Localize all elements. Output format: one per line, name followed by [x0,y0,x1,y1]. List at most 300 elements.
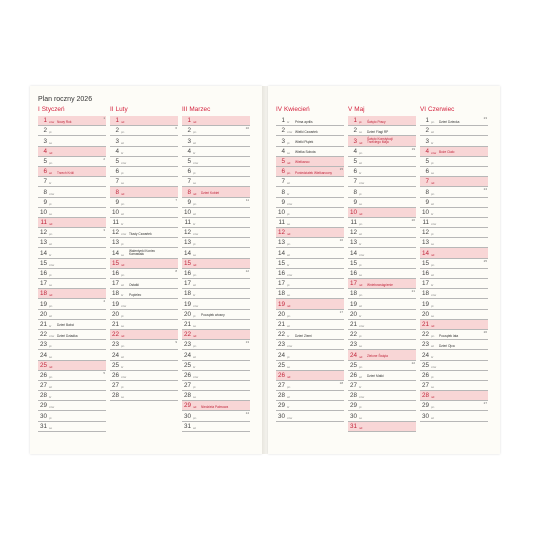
day-row [276,279,344,289]
day-row [182,330,250,340]
day-row [182,350,250,360]
month-header [38,106,106,116]
day-number: 30 [277,412,285,420]
day-row [420,401,488,411]
weekday-abbr: so [359,130,363,135]
day-number: 23 [421,341,429,349]
day-row [182,371,250,381]
day-row [110,208,178,218]
weekday-abbr: pn [431,334,435,339]
day-number: 21 [111,320,119,328]
page-title: Plan roczny 2026 [38,96,93,103]
weekday-abbr: nd [193,120,197,125]
day-number: 19 [277,300,285,308]
week-number: 5 [103,370,105,375]
weekday-abbr: czw [49,334,55,339]
week-number: 21 [411,289,415,294]
day-row [276,248,344,258]
day-row [276,310,344,320]
week-number: 23 [483,116,487,120]
day-row [110,157,178,167]
day-number: 18 [183,290,191,298]
day-row [420,340,488,350]
day-number: 21 [39,320,47,328]
weekday-abbr: nd [287,232,291,237]
day-number: 6 [353,168,357,176]
weekday-abbr: nd [121,334,125,339]
day-row [348,126,416,136]
day-number: 24 [111,351,119,359]
holiday-label: Dzień Ojca [439,343,455,348]
weekday-abbr: czw [49,405,55,410]
weekday-abbr: pt [193,171,196,176]
weekday-abbr: nd [49,222,53,227]
week-number: 14 [245,411,249,416]
day-row [38,310,106,320]
day-number: 20 [39,310,47,318]
month-column [348,106,416,432]
day-number: 27 [421,382,429,390]
day-row [110,116,178,126]
day-row [276,340,344,350]
day-number: 15 [349,259,357,267]
weekday-abbr: czw [431,222,437,227]
month-header [420,106,488,116]
weekday-abbr: so [359,273,363,277]
weekday-abbr: wt [287,395,290,400]
day-number: 6 [115,168,119,176]
weekday-abbr: nd [431,252,435,257]
day-row [38,177,106,187]
day-row [348,238,416,248]
week-number: 20 [411,217,415,222]
month-column [420,106,488,422]
holiday-label: Początek wiosny [201,313,225,318]
day-number: 16 [349,270,357,277]
day-row [420,350,488,360]
day-row [348,422,416,432]
weekday-abbr: śr [431,140,434,145]
day-number: 17 [39,280,47,288]
day-row [38,259,106,269]
weekday-abbr: pn [193,130,197,135]
weekday-abbr: pn [121,344,125,349]
weekday-abbr: wt [193,354,196,359]
day-row [348,330,416,340]
weekday-abbr: czw [287,415,293,420]
day-row [420,167,488,177]
weekday-abbr: nd [287,160,291,165]
weekday-abbr: czw [287,201,293,206]
day-row [38,157,106,167]
weekday-abbr: czw [49,191,55,196]
weekday-abbr: so [121,395,125,400]
day-row [348,177,416,187]
weekday-abbr: so [121,323,125,328]
day-number: 5 [187,157,191,165]
day-row [276,208,344,218]
day-row [182,401,250,411]
day-number: 1 [187,117,191,125]
day-row [420,371,488,381]
day-number: 25 [349,361,357,369]
day-number: 2 [115,127,119,135]
month-name: Marzec [189,106,211,113]
day-row [348,147,416,157]
weekday-abbr: śr [121,150,124,155]
weekday-abbr: so [359,344,363,349]
day-number: 1 [425,117,429,125]
weekday-abbr: wt [431,344,434,349]
day-number: 23 [111,341,119,349]
day-number: 7 [281,178,285,186]
day-row [38,299,106,309]
weekday-abbr: wt [121,140,124,145]
weekday-abbr: śr [121,293,124,298]
day-row [38,198,106,208]
day-row [38,330,106,340]
weekday-abbr: śr [359,171,362,176]
week-number: 2 [103,156,105,161]
day-row [38,269,106,279]
holiday-label: Tłusty Czwartek [129,231,152,236]
day-number: 12 [277,229,285,237]
weekday-abbr: pn [121,201,125,206]
weekday-abbr: so [49,283,53,288]
day-number: 25 [277,361,285,369]
weekday-abbr: so [49,211,53,216]
day-row [110,381,178,391]
weekday-abbr: nd [359,425,363,430]
day-number: 1 [353,117,357,125]
day-number: 22 [39,331,47,339]
day-number: 13 [277,239,285,247]
day-row [420,299,488,309]
weekday-abbr: pt [49,130,52,135]
day-number: 22 [349,331,357,339]
day-row [420,248,488,258]
day-number: 21 [183,320,191,328]
weekday-abbr: wt [287,252,290,257]
weekday-abbr: wt [49,171,52,176]
day-number: 1 [115,117,119,125]
day-row [110,269,178,279]
day-number: 19 [349,300,357,308]
weekday-abbr: pt [193,385,196,390]
holiday-label: Prima aprilis [295,119,313,124]
day-row [38,187,106,197]
day-number: 28 [183,392,191,400]
day-row [38,167,106,177]
week-number: 16 [339,238,343,243]
day-row [276,157,344,167]
weekday-abbr: pt [49,415,52,420]
day-row [110,259,178,269]
day-number: 14 [111,249,119,257]
day-row [348,310,416,320]
weekday-abbr: so [359,415,363,420]
day-row [348,116,416,126]
day-number: 27 [39,382,47,390]
day-number: 5 [425,157,429,165]
weekday-abbr: śr [49,252,52,257]
weekday-abbr: nd [431,395,435,400]
day-number: 10 [277,208,285,216]
day-number: 4 [115,147,119,155]
weekday-abbr: wt [359,232,362,237]
day-row [420,157,488,167]
day-row [276,391,344,401]
day-row [38,126,106,136]
weekday-abbr: wt [287,181,290,186]
weekday-abbr: śr [49,181,52,186]
holiday-label: Poniedziałek Wielkanocny [295,170,333,175]
day-number: 17 [111,280,119,288]
day-row [110,340,178,350]
weekday-abbr: nd [121,191,125,196]
weekday-abbr: pt [431,160,434,165]
day-row [348,157,416,167]
day-number: 2 [187,127,191,135]
week-number: 13 [245,340,249,345]
day-row [182,187,250,197]
day-row [276,177,344,187]
day-row [182,208,250,218]
month-header [276,106,344,116]
weekday-abbr: czw [121,374,127,379]
day-number: 29 [421,402,429,410]
day-number: 7 [425,178,429,186]
day-number: 14 [183,249,191,257]
weekday-abbr: pn [431,405,435,410]
weekday-abbr: pn [359,364,363,369]
month-header [182,106,250,116]
day-row [420,228,488,238]
day-number: 21 [349,320,357,328]
day-row [38,289,106,299]
day-row [276,299,344,309]
day-number: 6 [281,168,285,176]
day-row [110,310,178,320]
day-number: 9 [115,198,119,206]
day-number: 10 [39,208,47,216]
day-row [110,147,178,157]
week-number: 26 [483,329,487,334]
day-row [38,116,106,126]
weekday-abbr: czw [431,150,437,155]
day-number: 10 [349,208,357,216]
month-name: Kwiecień [284,106,310,113]
day-number: 9 [353,198,357,206]
holiday-label: Wielki Piątek [295,140,314,145]
day-row [38,340,106,350]
month-header [110,106,178,116]
day-number: 9 [43,198,47,206]
day-number: 24 [183,351,191,359]
day-row [348,320,416,330]
day-row [276,371,344,381]
day-row [38,361,106,371]
holiday-label: Dzień Babci [57,323,75,328]
weekday-abbr: pn [193,201,197,206]
day-row [348,401,416,411]
weekday-abbr: pt [431,374,434,379]
weekday-abbr: pn [49,160,53,165]
day-number: 4 [281,147,285,155]
day-number: 10 [111,208,119,216]
day-number: 10 [183,208,191,216]
day-row [348,289,416,299]
day-number: 24 [421,351,429,359]
day-number: 6 [43,168,47,176]
day-number: 26 [421,371,429,379]
day-number: 15 [111,259,119,267]
weekday-abbr: wt [287,323,290,328]
day-number: 11 [350,219,357,227]
day-number: 15 [39,259,47,267]
day-number: 8 [281,188,285,196]
weekday-abbr: so [359,201,363,206]
day-row [38,350,106,360]
day-row [276,198,344,208]
weekday-abbr: śr [193,150,196,155]
weekday-abbr: pn [193,273,197,277]
day-number: 17 [277,280,285,288]
day-number: 13 [39,239,47,247]
weekday-abbr: pn [49,232,53,237]
day-number: 30 [421,412,429,420]
weekday-abbr: śr [193,293,196,298]
day-number: 18 [277,290,285,298]
day-number: 26 [277,371,285,379]
day-row [420,238,488,248]
week-number: 3 [103,228,105,233]
day-row [182,320,250,330]
weekday-abbr: śr [431,283,434,288]
weekday-abbr: pt [359,120,362,125]
week-number: 11 [245,197,249,202]
weekday-abbr: so [193,323,197,328]
day-row [38,248,106,258]
day-row [110,177,178,187]
day-row [182,126,250,136]
weekday-abbr: pn [431,262,435,267]
weekday-abbr: nd [193,262,197,267]
day-number: 19 [39,300,47,308]
week-number: 22 [411,360,415,365]
day-row [276,136,344,146]
day-row [276,167,344,177]
day-row [348,361,416,371]
weekday-abbr: pn [359,222,363,227]
day-row [420,391,488,401]
weekday-abbr: so [193,181,197,186]
day-row [348,248,416,258]
weekday-abbr: nd [431,181,435,186]
right-page [268,86,500,454]
weekday-abbr: wt [359,160,362,165]
holiday-label: Dzień Flagi RP [367,129,389,134]
day-row [420,116,488,126]
day-number: 17 [349,280,357,288]
day-number: 5 [43,157,47,165]
day-number: 14 [349,249,357,257]
day-number: 30 [39,412,47,420]
day-number: 23 [183,341,191,349]
weekday-abbr: śr [287,191,290,196]
day-row [182,218,250,228]
weekday-abbr: pt [359,405,362,410]
day-number: 19 [421,300,429,308]
holiday-label: Walentynki Koniec Karnawału [129,248,156,257]
left-page [30,86,262,454]
weekday-abbr: wt [121,283,124,288]
week-number: 1 [103,116,105,120]
weekday-abbr: wt [431,273,434,277]
day-row [420,269,488,279]
weekday-abbr: nd [121,120,125,125]
weekday-abbr: pt [359,262,362,267]
weekday-abbr: czw [193,374,199,379]
day-row [182,381,250,391]
day-row [420,289,488,299]
week-number: 18 [339,380,343,385]
weekday-abbr: czw [287,273,293,277]
day-number: 23 [349,341,357,349]
day-row [276,228,344,238]
day-number: 3 [115,137,119,145]
week-number: 25 [483,258,487,263]
holiday-label: Dzień Kobiet [201,191,220,195]
weekday-abbr: pt [359,334,362,339]
day-number: 28 [349,392,357,400]
day-row [348,371,416,381]
day-number: 4 [425,147,429,155]
month-column [182,106,250,432]
day-number: 15 [277,259,285,267]
day-row [182,299,250,309]
weekday-abbr: so [193,252,197,257]
weekday-abbr: śr [49,323,52,328]
weekday-abbr: pn [287,242,291,247]
day-number: 12 [183,229,191,237]
day-row [182,279,250,289]
weekday-abbr: pt [193,242,196,247]
day-row [348,391,416,401]
day-number: 10 [421,208,429,216]
weekday-abbr: pt [49,201,52,206]
day-number: 23 [39,341,47,349]
day-number: 15 [183,259,191,267]
weekday-abbr: pt [431,232,434,237]
holiday-label: Niedziela Palmowa [201,404,229,409]
holiday-label: Zielone Święta [367,354,388,358]
day-row [276,269,344,279]
weekday-abbr: pt [287,140,290,145]
day-row [182,177,250,187]
day-number: 11 [278,219,285,227]
day-row [420,177,488,187]
holiday-label: Dzień Dziadka [57,333,78,338]
day-row [348,340,416,350]
weekday-abbr: so [287,293,291,298]
weekday-abbr: wt [49,385,52,390]
day-number: 25 [183,361,191,369]
weekday-abbr: nd [359,211,363,216]
day-row [38,381,106,391]
weekday-abbr: nd [359,140,363,145]
day-row [348,208,416,218]
